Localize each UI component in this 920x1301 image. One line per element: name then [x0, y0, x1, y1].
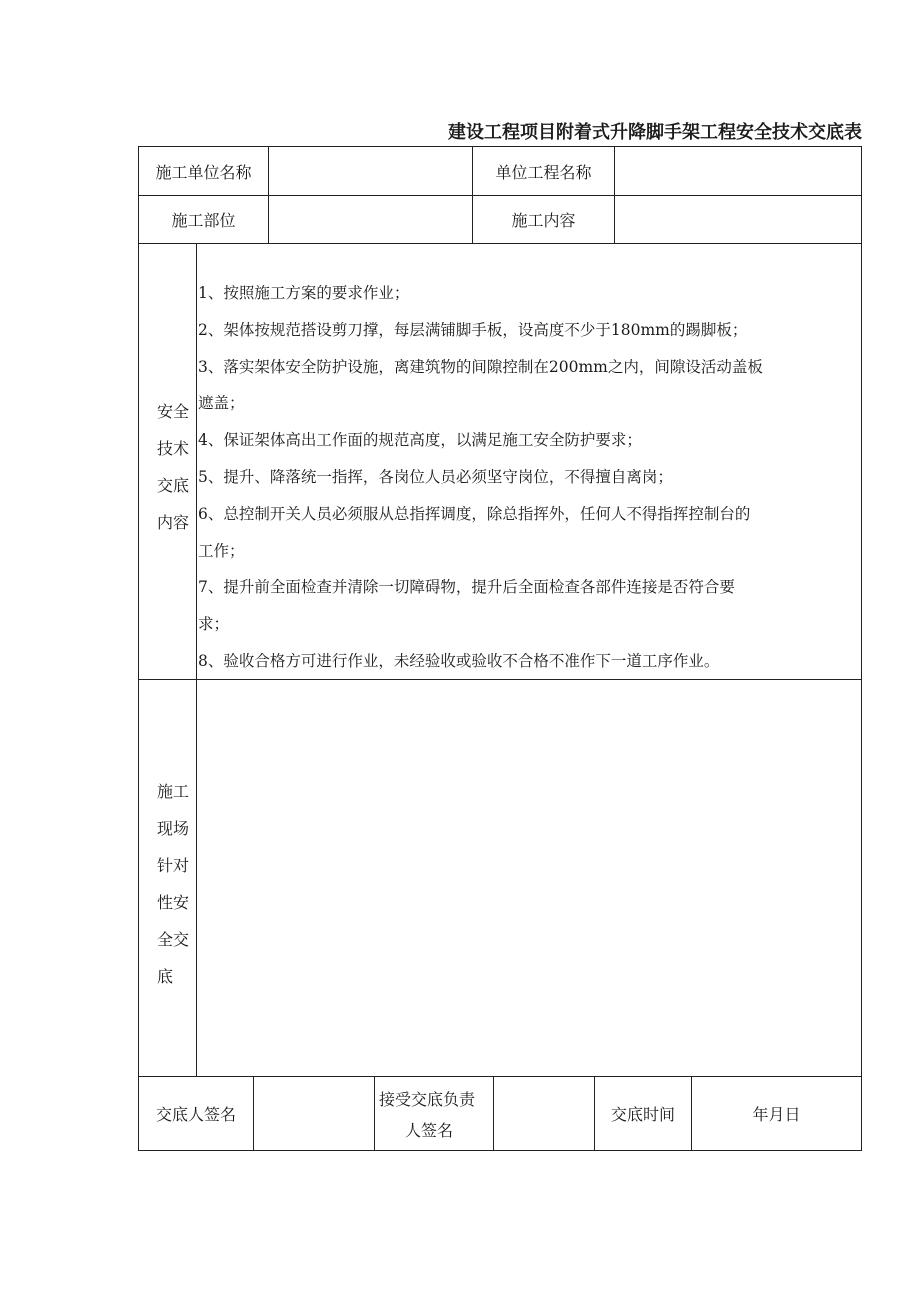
receiver-signature-value[interactable] — [494, 1077, 594, 1150]
safety-item: 3、落实架体安全防护设施，离建筑物的间隙控制在200mm之内，间隙设活动盖板 — [198, 357, 763, 376]
safety-item: 1、按照施工方案的要求作业； — [198, 284, 410, 302]
construction-part-label: 施工部位 — [171, 211, 236, 230]
form-title: 建设工程项目附着式升降脚手架工程安全技术交底表 — [448, 122, 862, 143]
safety-content-label: 安全 技术 交底 内容 — [157, 402, 190, 532]
construction-part-value[interactable] — [269, 196, 472, 243]
construction-content-label: 施工内容 — [511, 211, 576, 230]
site-safety-label: 施工 现场 针对 性安 全交 底 — [157, 782, 190, 986]
handover-time-value[interactable]: 年月日 — [752, 1105, 801, 1124]
receiver-signature-label: 接受交底负责 人签名 — [379, 1090, 476, 1140]
safety-item: 6、总控制开关人员必须服从总指挥调度，除总指挥外，任何人不得指挥控制台的 — [198, 504, 751, 523]
safety-item: 7、提升前全面检查并清除一切障碍物，提升后全面检查各部件连接是否符合要 — [198, 578, 735, 597]
site-safety-value[interactable] — [197, 680, 861, 1076]
safety-item: 工作； — [198, 541, 245, 560]
safety-item: 8、验收合格方可进行作业，未经验收或验收不合格不准作下一道工序作业。 — [198, 651, 720, 670]
project-name-label: 单位工程名称 — [495, 162, 592, 182]
safety-item: 5、提升、降落统一指挥，各岗位人员必须坚守岗位，不得擅自离岗； — [198, 467, 673, 486]
safety-item: 4、保证架体高出工作面的规范高度，以满足施工安全防护要求； — [198, 431, 642, 450]
construction-content-value[interactable] — [615, 196, 861, 243]
safety-item: 2、架体按规范搭设剪刀撑，每层满铺脚手板，设高度不少于180mm的踢脚板； — [198, 320, 748, 339]
safety-item: 求； — [198, 615, 230, 634]
safety-content-text — [198, 275, 860, 680]
giver-signature-value[interactable] — [254, 1077, 374, 1150]
giver-signature-label: 交底人签名 — [155, 1105, 236, 1124]
handover-time-label: 交底时间 — [610, 1105, 675, 1124]
project-name-value[interactable] — [615, 147, 861, 195]
unit-name-label: 施工单位名称 — [155, 162, 252, 182]
unit-name-value[interactable] — [269, 147, 472, 195]
safety-item: 遮盖； — [198, 394, 245, 413]
